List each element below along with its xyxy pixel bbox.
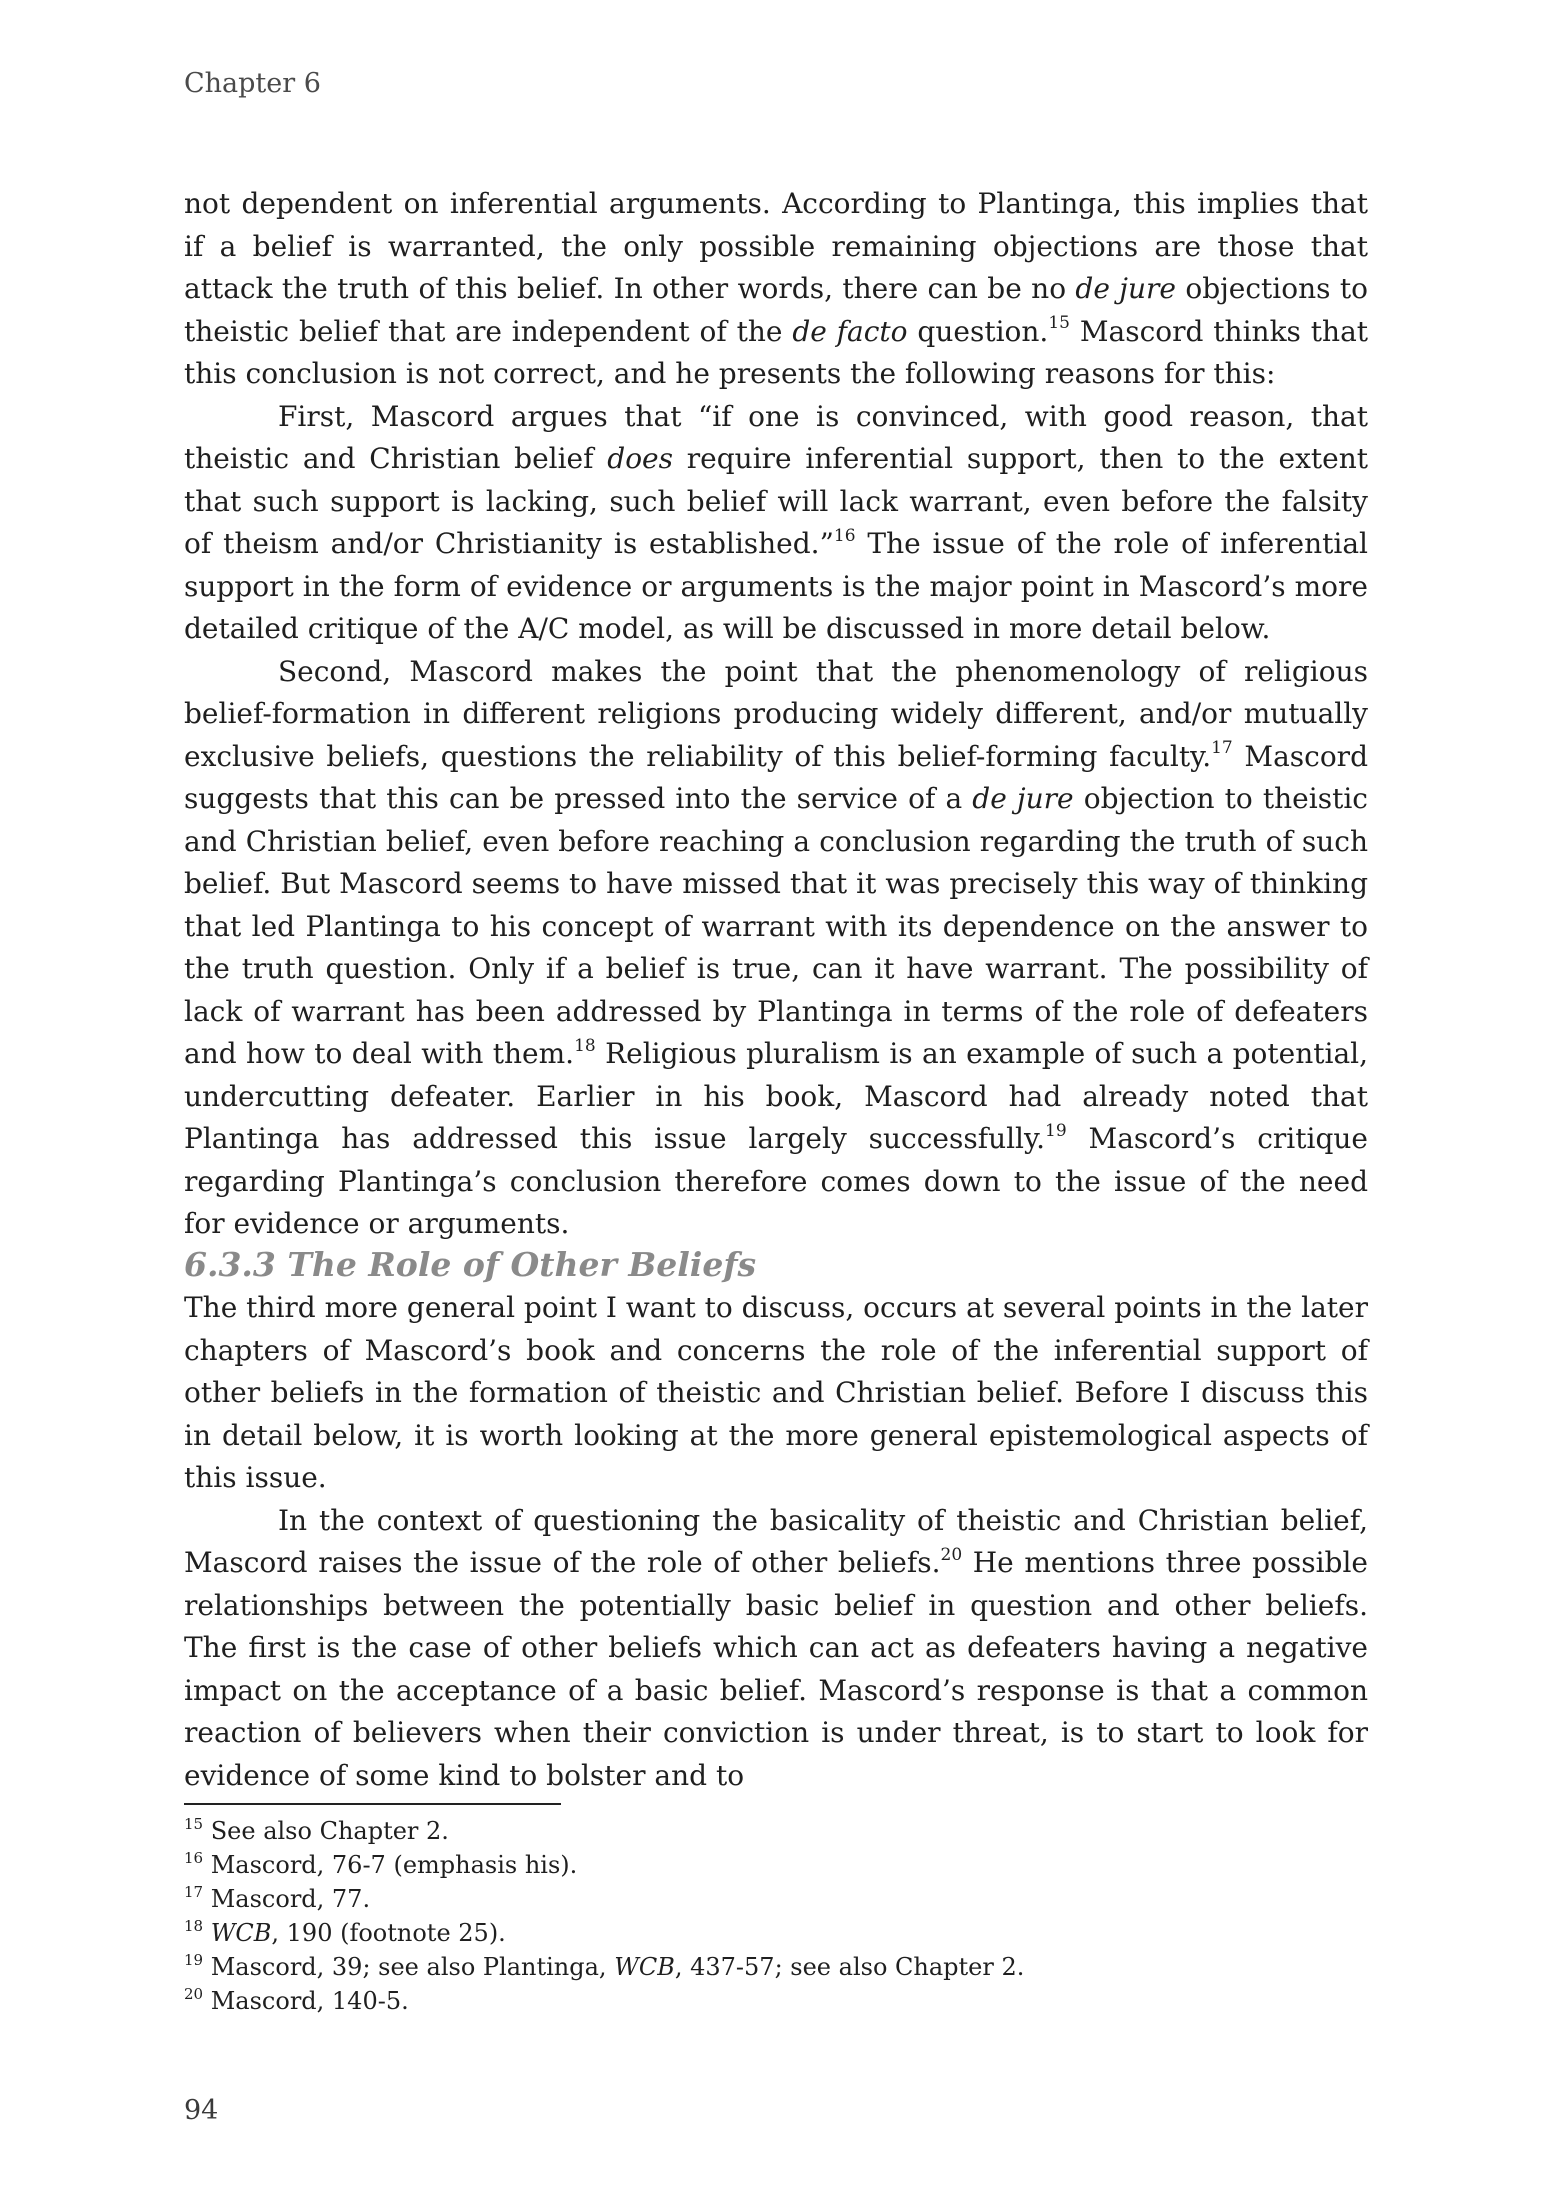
section-6-3-3 bbox=[184, 1243, 1368, 1797]
footnote-ref[interactable]: 19 bbox=[1045, 1120, 1067, 1141]
paragraph: First, Mascord argues that “if one is convinced, with good reason, that theistic and Christian belief does require inferential support, then to the extent that such support is lacking, such belief will lack warrant, even before the falsity of theism and/or Christianity is established.”$^{16}$ The issue of the role of inferential support in the form of evidence or arguments is the major point in Mascord’s more detailed critique of the A/C model, as will be discussed in more detail below. bbox=[184, 399, 1368, 645]
footnote: $^{19}$ Mascord, 39; see also Plantinga, WCB, 437-57; see also Chapter 2. bbox=[184, 1951, 1025, 1981]
section-heading: 6.3.3 The Role of Other Beliefs bbox=[184, 1245, 757, 1284]
footnote: $^{15}$ See also Chapter 2. bbox=[184, 1815, 449, 1845]
running-head: Chapter 6 bbox=[184, 68, 321, 99]
footnote-ref[interactable]: 16 bbox=[833, 525, 856, 546]
page-number: 94 bbox=[184, 2095, 219, 2126]
paragraph: not dependent on inferential arguments. According to Plantinga, this implies that if a belief is warranted, the only possible remaining objections are those that attack the truth of this belief. In other words, there can be no de jure objections to theistic belief that are independent of the de facto question.$^{15}$ Mascord thinks that this conclusion is not correct, and he presents the following reasons for this: bbox=[184, 187, 1369, 390]
footnote-ref[interactable]: 20 bbox=[940, 1544, 963, 1565]
paragraph: In the context of questioning the basicality of theistic and Christian belief, Mascord raises the issue of the role of other beliefs.$^{20}$ He mentions three possible relationships between the potentially basic belief in question and other beliefs. The first is the case of other beliefs which can act as defeaters having a negative impact on the acceptance of a basic belief. Mascord’s response is that a common reaction of believers when their conviction is under threat, is to start to look for evidence of some kind to bolster and to bbox=[184, 1503, 1368, 1792]
footnote: $^{18}$ WCB, 190 (footnote 25). bbox=[184, 1917, 506, 1947]
footnote: $^{20}$ Mascord, 140-5. bbox=[184, 1985, 409, 2015]
paragraph: Second, Mascord makes the point that the phenomenology of religious belief-formation in different religions producing widely different, and/or mutually exclusive beliefs, questions the reliability of this belief-forming faculty.$^{17}$ Mascord suggests that this can be pressed into the service of a de jure objection to theistic and Christian belief, even before reaching a conclusion regarding the truth of such belief. But Mascord seems to have missed that it was precisely this way of thinking that led Plantinga to his concept of warrant with its dependence on the answer to the truth question. Only if a belief is true, can it have warrant. The possibility of lack of warrant has been addressed by Plantinga in terms of the role of defeaters and how to deal with them.$^{18}$ Religious pluralism is an example of such a potential, undercutting defeater. Earlier in his book, Mascord had already noted that Plantinga has addressed this issue largely successfully.$^{19}$ Mascord’s critique regarding Plantinga’s conclusion therefore comes down to the issue of the need for evidence or arguments. bbox=[184, 654, 1369, 1240]
body-text bbox=[184, 183, 1368, 1246]
footnote-ref[interactable]: 18 bbox=[574, 1035, 596, 1056]
footnote-ref[interactable]: 15 bbox=[1048, 313, 1070, 334]
footnote: $^{17}$ Mascord, 77. bbox=[184, 1883, 371, 1913]
footnote-ref[interactable]: 17 bbox=[1211, 738, 1233, 759]
paragraph: The third more general point I want to discuss, occurs at several points in the later chapters of Mascord’s book and concerns the role of the inferential support of other beliefs in the formation of theistic and Christian belief. Before I discuss this in detail below, it is worth looking at the more general epistemological aspects of this issue. bbox=[184, 1291, 1368, 1494]
footnote-divider bbox=[184, 1803, 561, 1805]
footnote: $^{16}$ Mascord, 76-7 (emphasis his). bbox=[184, 1849, 578, 1879]
footnotes bbox=[184, 1814, 1368, 2018]
